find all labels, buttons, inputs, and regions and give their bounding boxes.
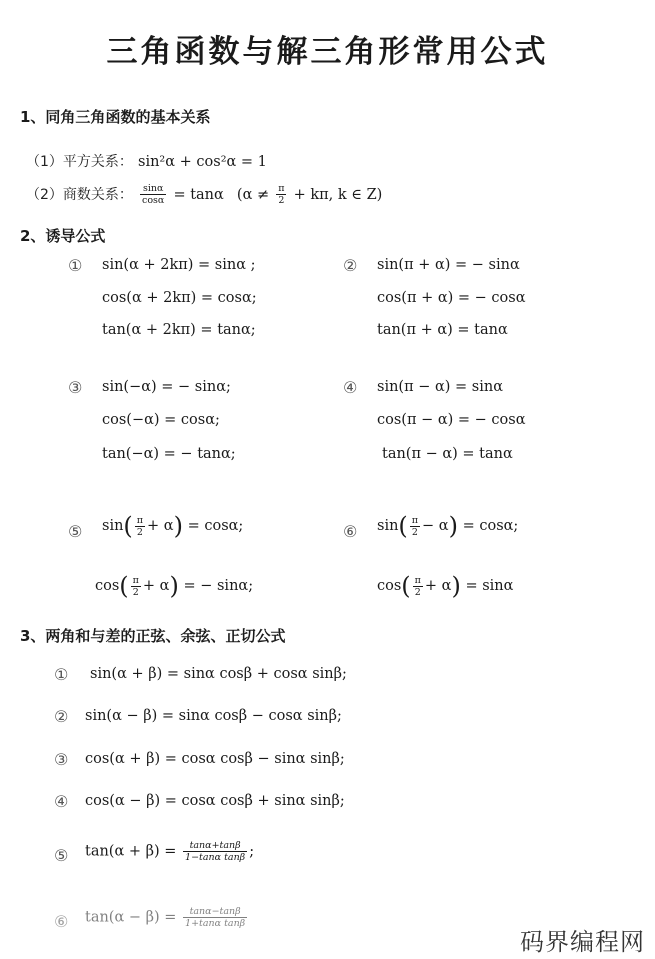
induction-group2-mark: ② [343,256,358,275]
g5-cos-den: 2 [132,586,139,598]
induction-group1-line1: sin(α + 2kπ) = sinα ; [102,257,256,273]
g5-cos-frac [131,575,141,598]
tan-sum-lhs: tan(α + β) = [85,843,177,860]
g6-sin-frac [410,515,420,538]
induction-group6-sin: sin( $\frac{\pi}{2}$ − α) = cosα; [377,512,519,540]
induction-group6-cos: cos( $\frac{\pi}{2}$ + α) = sinα [377,572,514,600]
quotient-relation [26,183,382,206]
g6-cos-rhs: = sinα [465,578,514,594]
g6-cos-frac [413,575,423,598]
g6-sin-fn: sin [377,518,399,534]
quotient-numerator: sinα [140,183,166,195]
quotient-fraction [140,183,166,206]
g5-sin-fn: sin [102,518,124,534]
g5-sin-frac [135,515,145,538]
g5-cos-num: π [132,574,139,586]
induction-group4-line2: cos(π − α) = − cosα [377,412,526,428]
induction-group1-line2: cos(α + 2kπ) = cosα; [102,290,257,306]
tan-sum-tail: ; [249,843,255,860]
induction-group5-sin: sin( $\frac{\pi}{2}$ + α) = cosα; [102,512,244,540]
quotient-rhs: = tanα [173,187,224,203]
square-relation-formula: sin²α + cos²α = 1 [138,154,267,170]
quotient-condition-fraction [276,183,286,206]
site-watermark: 码界编程网 [520,928,645,956]
condition-denominator: 2 [278,195,285,206]
sum-diff-item5-mark: ⑤ [54,846,69,865]
sum-diff-item1-formula: sin(α + β) = sinα cosβ + cosα sinβ; [90,666,347,682]
sum-diff-item3-formula: cos(α + β) = cosα cosβ − sinα sinβ; [85,751,345,767]
g5-sin-rhs: = cosα; [187,518,244,534]
quotient-condition-suffix: + kπ, k ∈ Z) [293,187,383,203]
tan-sum-denominator: 1−tanα tanβ [185,852,246,863]
g6-cos-num: π [414,574,421,586]
g6-cos-den: 2 [414,586,421,598]
induction-group3-mark: ③ [68,378,83,397]
sum-diff-item3-mark: ③ [54,750,69,769]
sum-diff-item6-mark: ⑥ [54,912,69,931]
g6-sin-rhs: = cosα; [462,518,519,534]
g6-sin-num: π [411,514,419,526]
g6-sin-den: 2 [411,526,418,538]
sum-diff-item6-formula [85,906,249,929]
quotient-condition-prefix: (α ≠ [236,187,270,203]
quotient-denominator: cosα [142,195,165,206]
induction-group3-line1: sin(−α) = − sinα; [102,379,231,395]
g5-sin-num: π [136,514,144,526]
section1-heading: 1、同角三角函数的基本关系 [20,108,211,126]
sum-diff-item2-mark: ② [54,707,69,726]
induction-group4-mark: ④ [343,378,358,397]
section2-heading: 2、诱导公式 [20,227,106,245]
g5-sin-op: + α [147,518,174,534]
induction-group1-line3: tan(α + 2kπ) = tanα; [102,322,256,338]
tan-sum-numerator: tanα+tanβ [183,840,247,852]
quotient-relation-label: （2）商数关系： [26,187,133,203]
induction-group5-cos: cos( $\frac{\pi}{2}$ + α) = − sinα; [95,572,254,600]
g6-cos-fn: cos [377,578,402,594]
g5-cos-rhs: = − sinα; [183,578,254,594]
induction-group4-line3: tan(π − α) = tanα [382,446,513,462]
tan-diff-fraction [183,906,247,929]
tan-sum-fraction [183,840,247,863]
g5-cos-op: + α [142,578,170,594]
condition-numerator: π [278,183,285,194]
g6-sin-op: − α [422,518,449,534]
sum-diff-item1-mark: ① [54,665,69,684]
induction-group4-line1: sin(π − α) = sinα [377,379,503,395]
induction-group6-mark: ⑥ [343,522,358,541]
induction-group2-line2: cos(π + α) = − cosα [377,290,526,306]
induction-group3-line3: tan(−α) = − tanα; [102,446,236,462]
sum-diff-item4-formula: cos(α − β) = cosα cosβ + sinα sinβ; [85,793,345,809]
sum-diff-item2-formula: sin(α − β) = sinα cosβ − cosα sinβ; [85,708,342,724]
induction-group2-line1: sin(π + α) = − sinα [377,257,520,273]
induction-group3-line2: cos(−α) = cosα; [102,412,220,428]
square-relation-label: （1）平方关系： [26,154,133,170]
tan-diff-numerator: tanα−tanβ [183,906,247,918]
tan-diff-denominator: 1+tanα tanβ [185,918,246,929]
g6-cos-op: + α [424,578,452,594]
page-title: 三角函数与解三角形常用公式 [106,34,549,70]
induction-group2-line3: tan(π + α) = tanα [377,322,508,338]
tan-diff-lhs: tan(α − β) = [85,909,177,926]
section3-heading: 3、两角和与差的正弦、余弦、正切公式 [20,627,286,645]
square-relation [26,151,267,171]
g5-sin-den: 2 [136,526,143,538]
induction-group1-mark: ① [68,256,83,275]
g5-cos-fn: cos [95,578,120,594]
induction-group5-mark: ⑤ [68,522,83,541]
sum-diff-item4-mark: ④ [54,792,69,811]
sum-diff-item5-formula [85,840,254,863]
